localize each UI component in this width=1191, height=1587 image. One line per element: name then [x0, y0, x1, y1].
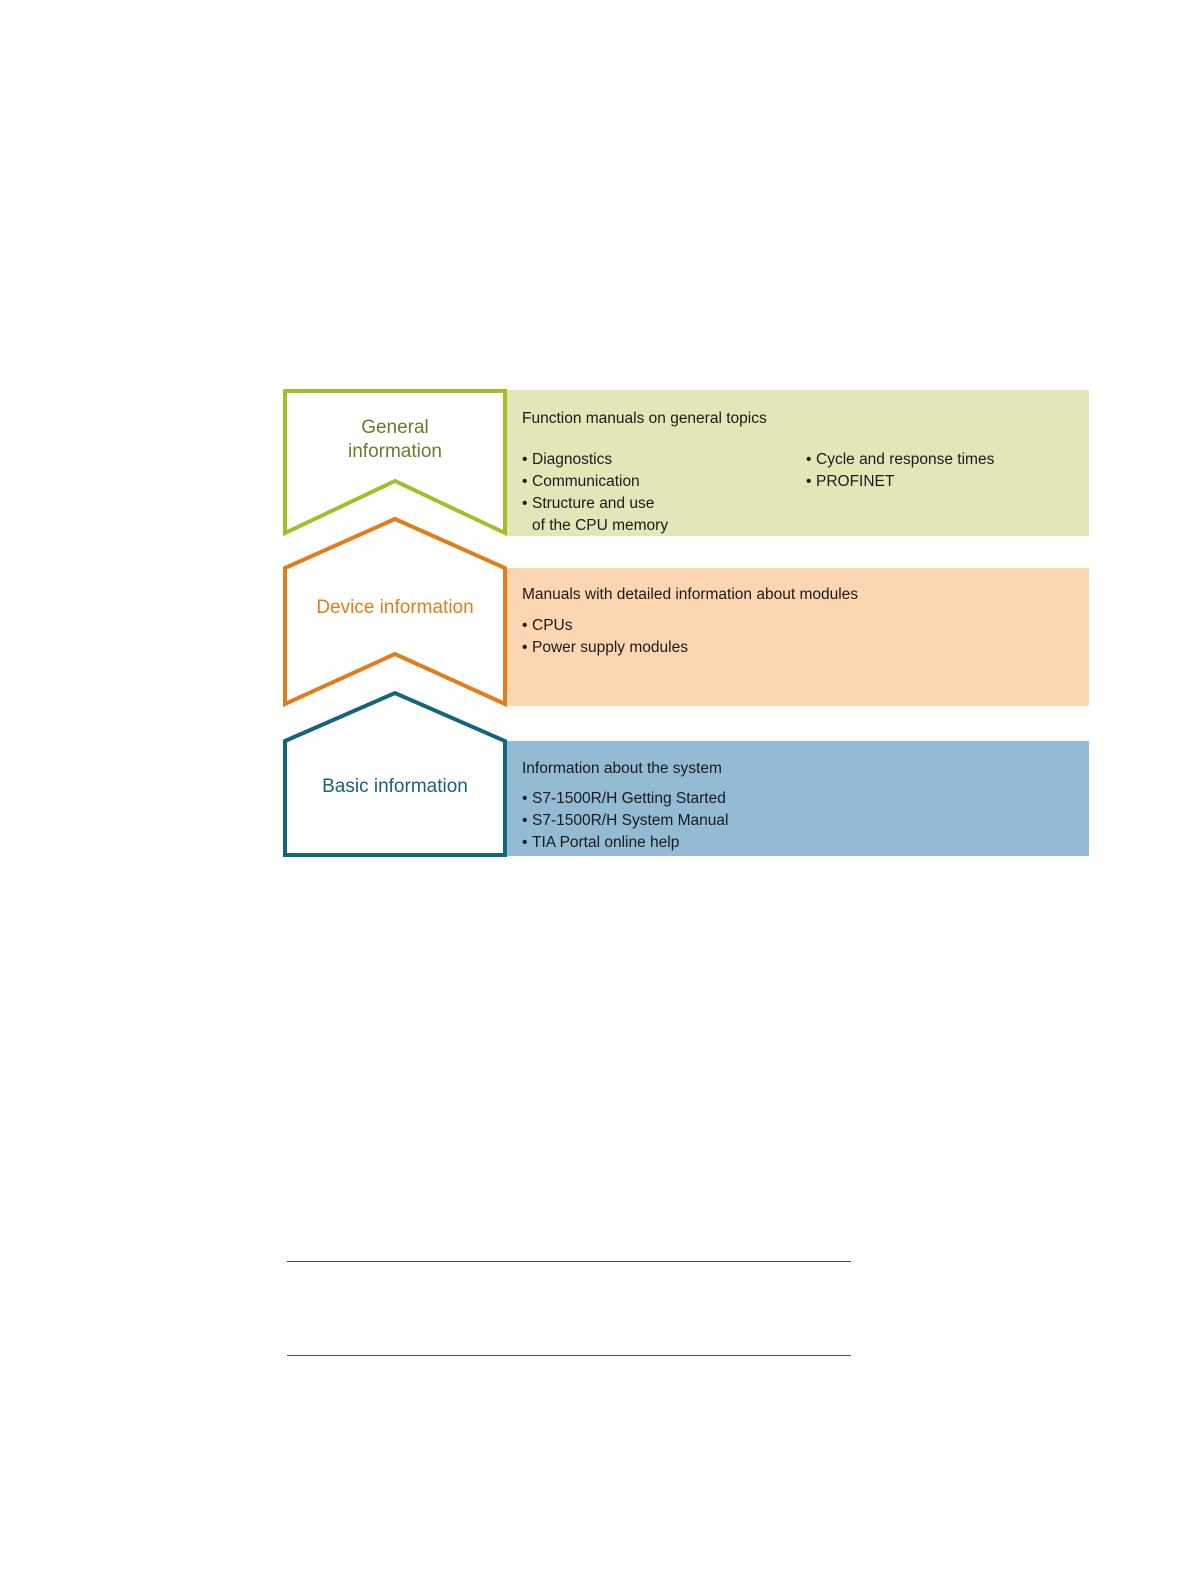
general-bullet-columns [522, 449, 1073, 537]
general-bullet-list-right [806, 449, 994, 537]
list-item: • Cycle and response times [806, 449, 994, 471]
list-item: • S7-1500R/H System Manual [522, 810, 1073, 832]
basic-information-panel [506, 748, 1089, 864]
divider-line [287, 1261, 851, 1262]
list-item: • Power supply modules [522, 637, 1073, 659]
device-information-panel [506, 574, 1089, 669]
device-bullet-list [522, 615, 1073, 659]
list-item: • Diagnostics [522, 449, 806, 471]
device-information-label: Device information [316, 597, 474, 618]
list-item: • S7-1500R/H Getting Started [522, 788, 1073, 810]
general-bullet-list-left [522, 449, 806, 537]
list-item: • Communication [522, 471, 806, 493]
list-item: • PROFINET [806, 471, 994, 493]
list-item: • Structure and use [522, 493, 806, 515]
list-item: • TIA Portal online help [522, 832, 1073, 854]
general-information-label: General information [348, 417, 442, 462]
general-information-panel [506, 398, 1089, 547]
device-panel-title: Manuals with detailed information about modules [522, 586, 859, 603]
list-item-continuation: of the CPU memory [532, 517, 669, 534]
list-item: • CPUs [522, 615, 1073, 637]
general-panel-title: Function manuals on general topics [522, 410, 767, 427]
basic-panel-title: Information about the system [522, 760, 722, 777]
divider-line [287, 1355, 851, 1356]
basic-bullet-list [522, 788, 1073, 854]
basic-chevron-shape [285, 693, 505, 855]
basic-information-label: Basic information [322, 776, 468, 797]
